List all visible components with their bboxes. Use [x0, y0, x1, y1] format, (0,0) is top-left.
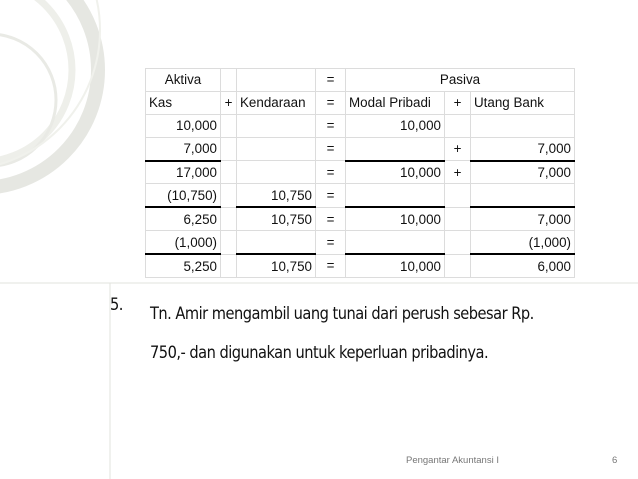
cell-op [221, 207, 237, 230]
header-plus: + [221, 91, 237, 114]
cell-modal [346, 184, 445, 207]
table-row [146, 161, 575, 184]
cell-op: + [445, 161, 471, 184]
cell-kendaraan [237, 137, 316, 160]
header-pasiva: Pasiva [346, 69, 575, 92]
header-cell-empty [221, 69, 237, 92]
cell-op [445, 184, 471, 207]
header-kas: Kas [146, 91, 221, 114]
cell-equals: = [316, 114, 346, 137]
cell-utang: (1,000) [471, 231, 575, 254]
cell-utang [471, 184, 575, 207]
cell-kendaraan [237, 114, 316, 137]
cell-modal [346, 231, 445, 254]
table-header-row-2 [146, 91, 575, 114]
cell-kas: 17,000 [146, 161, 221, 184]
cell-op [445, 254, 471, 277]
cell-equals: = [316, 231, 346, 254]
cell-equals: = [316, 207, 346, 230]
cell-equals: = [316, 137, 346, 160]
cell-kendaraan: 10,750 [237, 207, 316, 230]
cell-modal: 10,000 [346, 207, 445, 230]
table-row [146, 207, 575, 230]
table-row [146, 137, 575, 160]
cell-utang: 6,000 [471, 254, 575, 277]
cell-modal [346, 137, 445, 160]
cell-op [445, 114, 471, 137]
cell-utang [471, 114, 575, 137]
header-modal-pribadi: Modal Pribadi [346, 91, 445, 114]
cell-op [221, 137, 237, 160]
cell-modal: 10,000 [346, 161, 445, 184]
table-row [146, 184, 575, 207]
header-aktiva: Aktiva [146, 69, 221, 92]
cell-op [221, 161, 237, 184]
cell-kas: 7,000 [146, 137, 221, 160]
cell-kendaraan [237, 231, 316, 254]
table-row [146, 231, 575, 254]
table-row [146, 114, 575, 137]
header-kendaraan: Kendaraan [237, 91, 316, 114]
item-number: 5. [110, 295, 123, 315]
footer-title: Pengantar Akuntansi I [406, 455, 499, 466]
cell-op [221, 114, 237, 137]
header-cell-empty [237, 69, 316, 92]
journal-table [145, 68, 575, 278]
cell-equals: = [316, 184, 346, 207]
cell-kendaraan [237, 161, 316, 184]
item-description: Tn. Amir mengambil uang tunai dari perush sebesar Rp. 750,- dan digunakan untuk keperluan pribadinya. [150, 304, 534, 363]
cell-op: + [445, 137, 471, 160]
header-utang-bank: Utang Bank [471, 91, 575, 114]
cell-kendaraan: 10,750 [237, 254, 316, 277]
cell-modal: 10,000 [346, 114, 445, 137]
cell-kas: 5,250 [146, 254, 221, 277]
header-equals: = [316, 91, 346, 114]
cell-equals: = [316, 161, 346, 184]
cell-utang: 7,000 [471, 161, 575, 184]
cell-utang: 7,000 [471, 207, 575, 230]
cell-kas: 10,000 [146, 114, 221, 137]
cell-modal: 10,000 [346, 254, 445, 277]
cell-kas: 6,250 [146, 207, 221, 230]
cell-kendaraan: 10,750 [237, 184, 316, 207]
table-row [146, 254, 575, 277]
cell-op [221, 184, 237, 207]
page-number: 6 [612, 455, 618, 466]
cell-op [221, 231, 237, 254]
cell-utang: 7,000 [471, 137, 575, 160]
cell-op [221, 254, 237, 277]
table-header-row-1 [146, 69, 575, 92]
header-plus: + [445, 91, 471, 114]
cell-kas: (10,750) [146, 184, 221, 207]
header-equals: = [316, 69, 346, 92]
cell-op [445, 207, 471, 230]
cell-kas: (1,000) [146, 231, 221, 254]
cell-equals: = [316, 254, 346, 277]
cell-op [445, 231, 471, 254]
